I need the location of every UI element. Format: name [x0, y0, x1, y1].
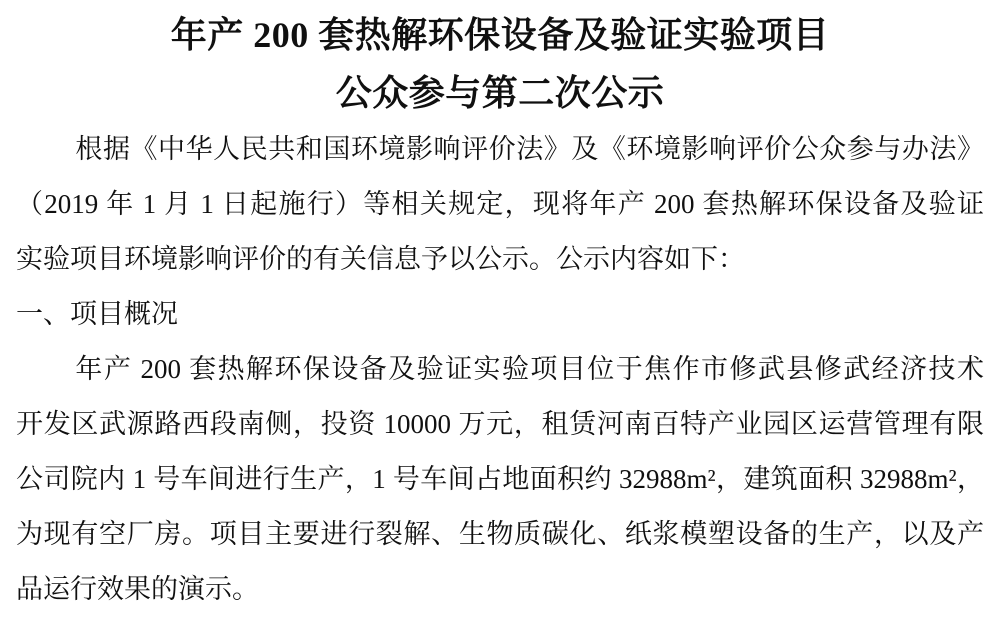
paragraph-line: 品运行效果的演示。	[16, 574, 259, 604]
project-overview-paragraph	[16, 342, 984, 617]
paragraph-line: 开发区武源路西段南侧，投资 10000 万元，租赁河南百特产业园区运营管理有限	[16, 409, 984, 439]
paragraph-line: 实验项目环境影响评价的有关信息予以公示。公示内容如下：	[16, 244, 745, 274]
section-heading-project-overview: 一、项目概况	[16, 299, 178, 329]
paragraph-line: 年产 200 套热解环保设备及验证实验项目位于焦作市修武县修武经济技术	[75, 354, 984, 384]
paragraph-line: 根据《中华人民共和国环境影响评价法》及《环境影响评价公众参与办法》	[75, 134, 984, 164]
paragraph-line: 为现有空厂房。项目主要进行裂解、生物质碳化、纸浆模塑设备的生产，以及产	[16, 519, 984, 549]
document-title-line-2: 公众参与第二次公示	[335, 73, 665, 113]
document-title	[16, 6, 984, 122]
paragraph-line: 公司院内 1 号车间进行生产，1 号车间占地面积约 32988m²，建筑面积 32988m²，	[16, 464, 984, 494]
document-title-line-1: 年产 200 套热解环保设备及验证实验项目	[170, 15, 830, 55]
intro-paragraph	[16, 122, 984, 287]
paragraph-line: （2019 年 1 月 1 日起施行）等相关规定，现将年产 200 套热解环保设备及验证	[16, 189, 984, 219]
